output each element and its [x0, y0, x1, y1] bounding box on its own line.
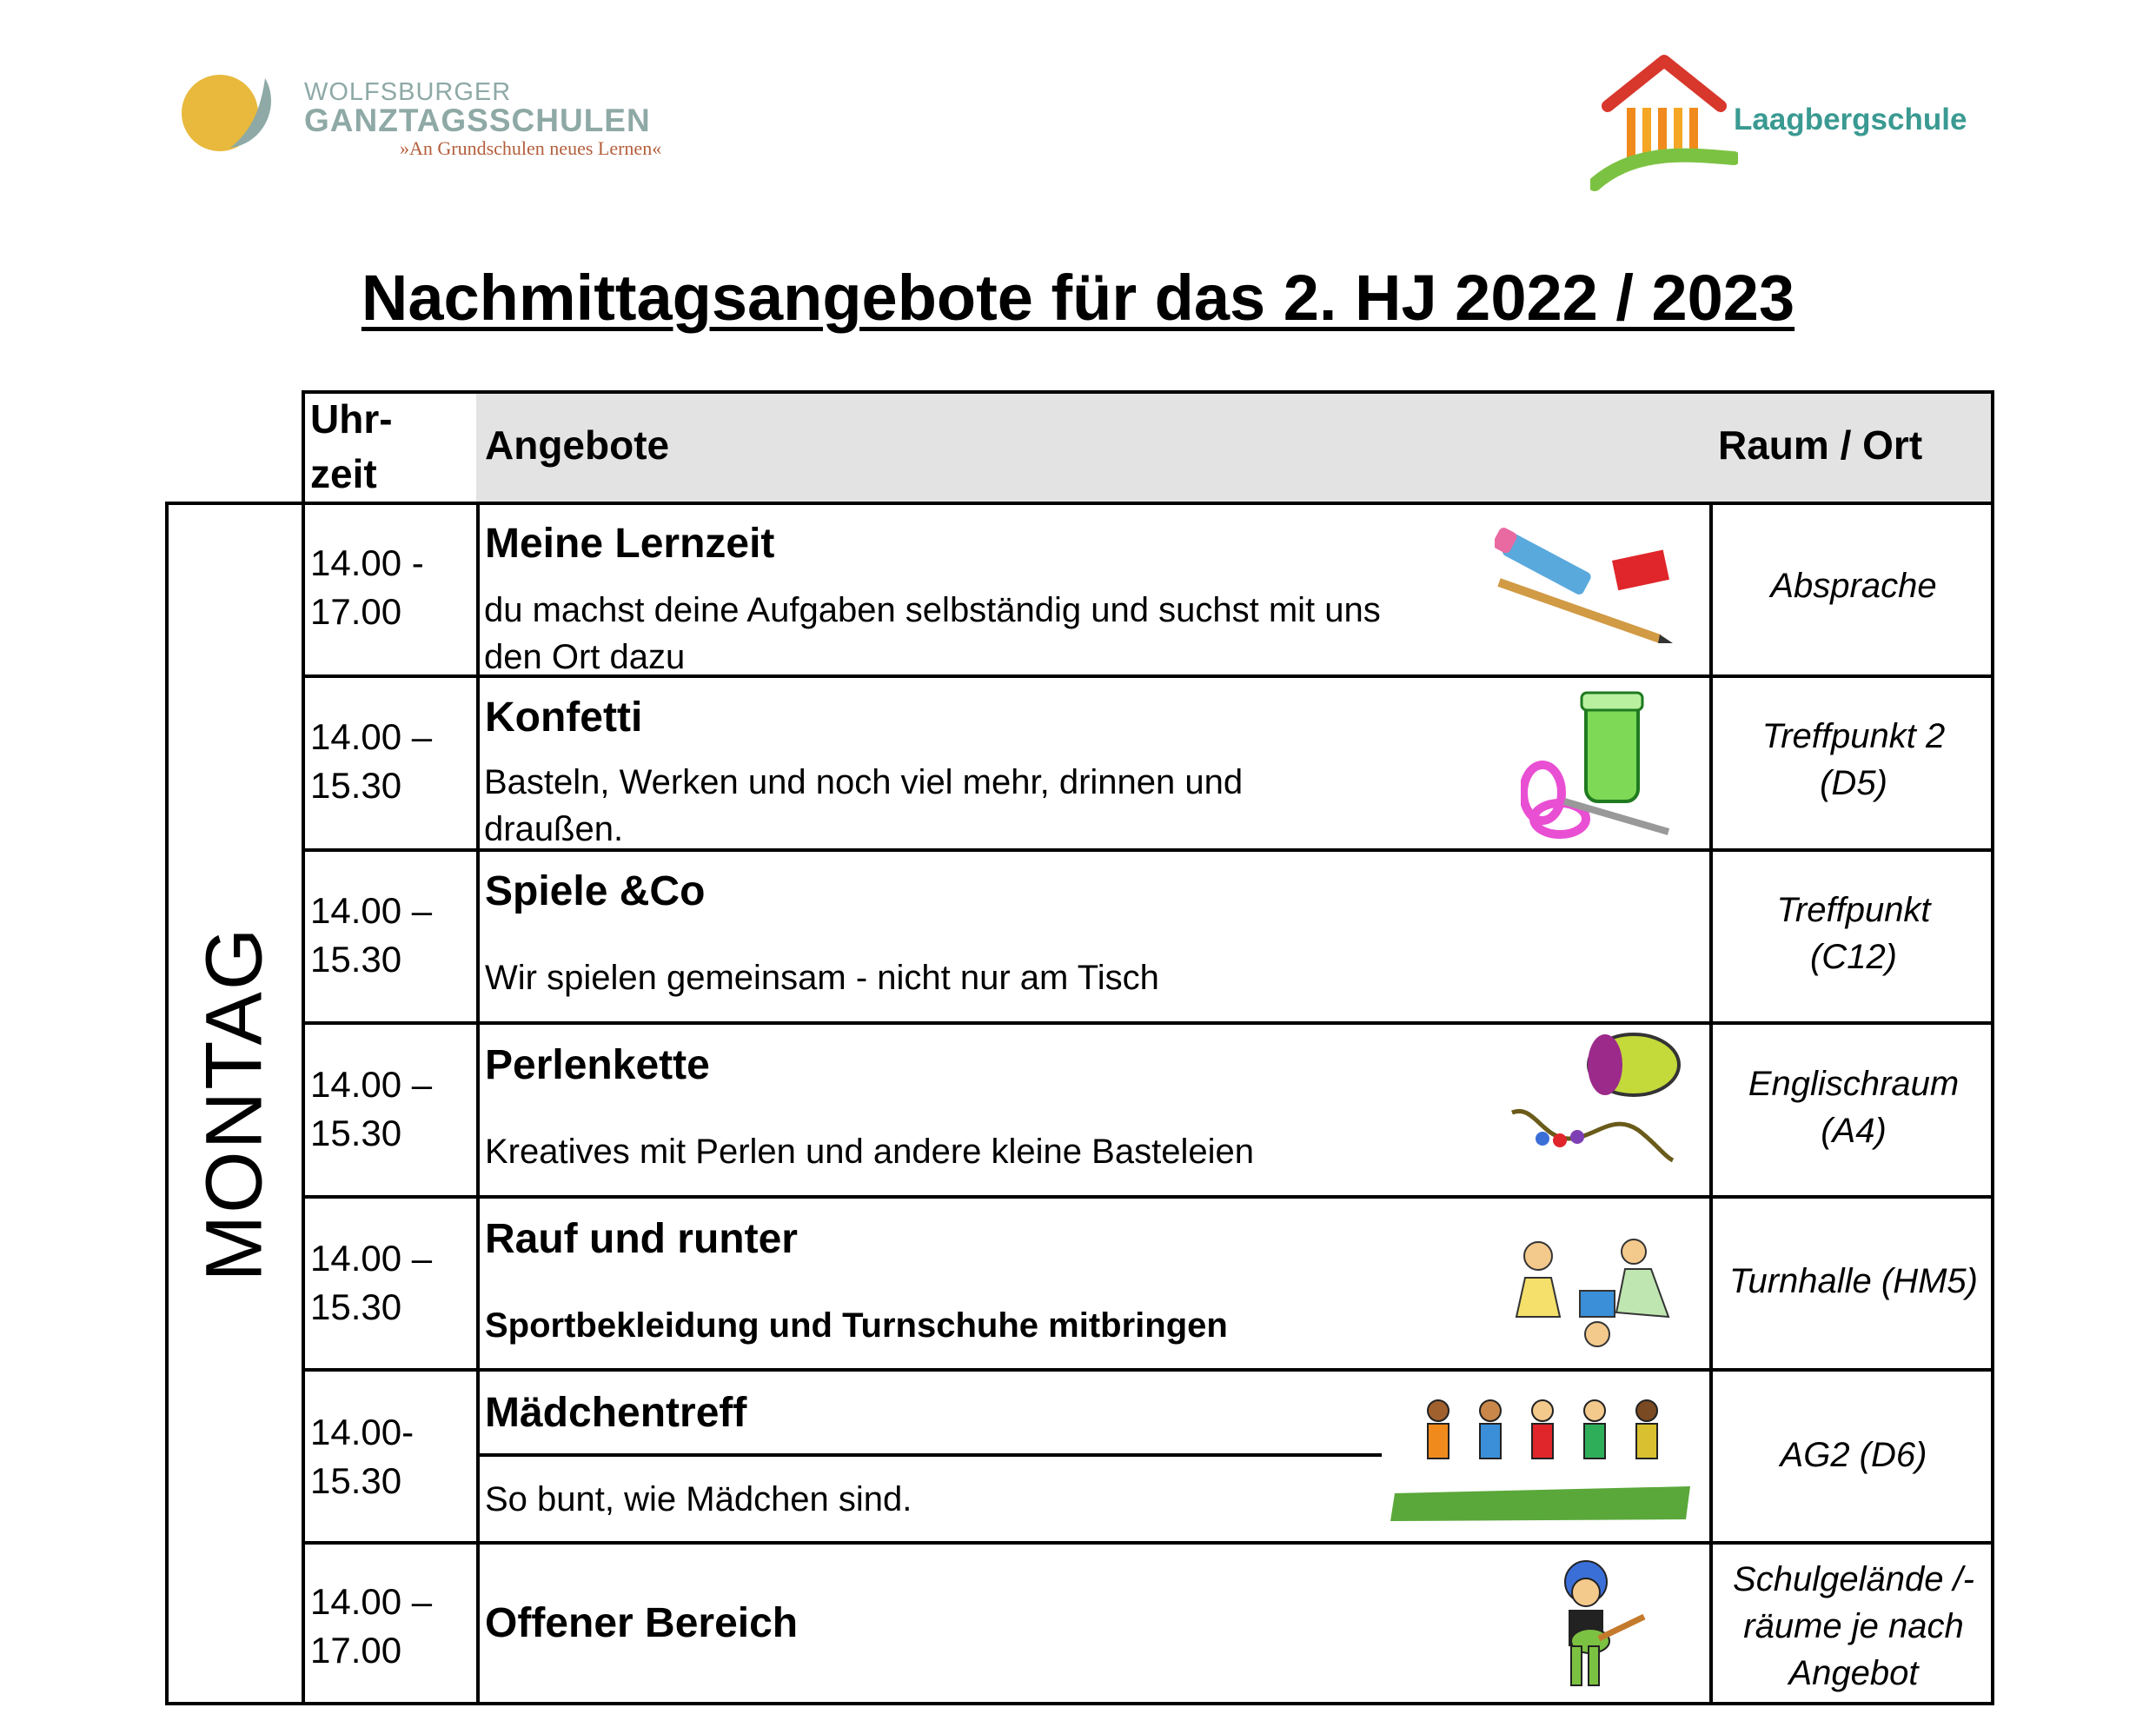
row5-desc: Sportbekleidung und Turnschuhe mitbringen — [485, 1306, 1228, 1345]
jumping-kids-icon — [1503, 1226, 1686, 1360]
row6-desc: So bunt, wie Mädchen sind. — [485, 1480, 912, 1518]
row3-time: 14.00 – 15.30 — [310, 890, 433, 980]
header-offers: Angebote — [485, 422, 670, 468]
row7-title: Offener Bereich — [485, 1600, 799, 1646]
row4-desc: Kreatives mit Perlen und andere kleine Basteleien — [485, 1133, 1254, 1171]
children-group-icon — [1386, 1389, 1699, 1532]
row3-desc: Wir spielen gemeinsam - nicht nur am Tisch — [485, 959, 1159, 997]
row5-time: 14.00 – 15.30 — [310, 1238, 433, 1327]
row4-title: Perlenkette — [485, 1042, 710, 1088]
beads-icon — [1508, 1026, 1682, 1186]
page-title: Nachmittagsangebote für das 2. HJ 2022 / 2023 — [361, 262, 1795, 334]
wolfsburger-slogan: »An Grundschulen neues Lernen« — [400, 137, 662, 159]
header-time-2: zeit — [310, 451, 377, 496]
row2-title: Konfetti — [485, 694, 643, 741]
row4-room: Englischraum (A4) — [1748, 1065, 1960, 1150]
glue-scissors-icon — [1521, 688, 1677, 849]
wolfsburger-line1: WOLFSBURGER — [304, 78, 512, 106]
row2-room: Treffpunkt 2 (D5) — [1761, 717, 1946, 802]
row6-room: AG2 (D6) — [1780, 1436, 1927, 1474]
guitar-kid-icon — [1538, 1556, 1651, 1699]
row7-room: Schulgelände /- räume je nach Angebot — [1733, 1560, 1974, 1692]
laagberg-logo — [1590, 54, 1738, 202]
row1-time: 14.00 - 17.00 — [310, 542, 424, 632]
row5-room: Turnhalle (HM5) — [1729, 1262, 1978, 1300]
row1-title: Meine Lernzeit — [485, 521, 775, 567]
row6-title: Mädchentreff — [485, 1390, 747, 1436]
row6-time: 14.00- 15.30 — [310, 1412, 415, 1501]
school-house-icon — [1590, 54, 1738, 202]
row3-title: Spiele &Co — [485, 868, 706, 914]
row2-time: 14.00 – 15.30 — [310, 716, 433, 806]
wolfsburger-line2: GANZTAGSSCHULEN — [304, 103, 651, 138]
wolfsburger-logo-icon — [178, 61, 282, 156]
pencil-sharpener-icon — [1495, 522, 1677, 656]
wolfsburger-logo — [178, 61, 282, 156]
header-time-1: Uhr- — [310, 396, 393, 442]
row7-time: 14.00 – 17.00 — [310, 1581, 433, 1671]
laagberg-name: Laagbergschule — [1734, 103, 1967, 136]
row2-desc: Basteln, Werken und noch viel mehr, drinnen und draußen. — [484, 763, 1244, 848]
row1-desc: du machst deine Aufgaben selbständig und suchst mit uns den Ort dazu — [484, 591, 1381, 676]
row4-time: 14.00 – 15.30 — [310, 1064, 433, 1153]
row1-room: Absprache — [1770, 567, 1937, 605]
row5-title: Rauf und runter — [485, 1216, 798, 1262]
row3-room: Treffpunkt (C12) — [1776, 891, 1931, 976]
day-column — [165, 921, 304, 1286]
header-room: Raum / Ort — [1718, 422, 1923, 468]
day-label: MONTAG — [189, 926, 279, 1282]
